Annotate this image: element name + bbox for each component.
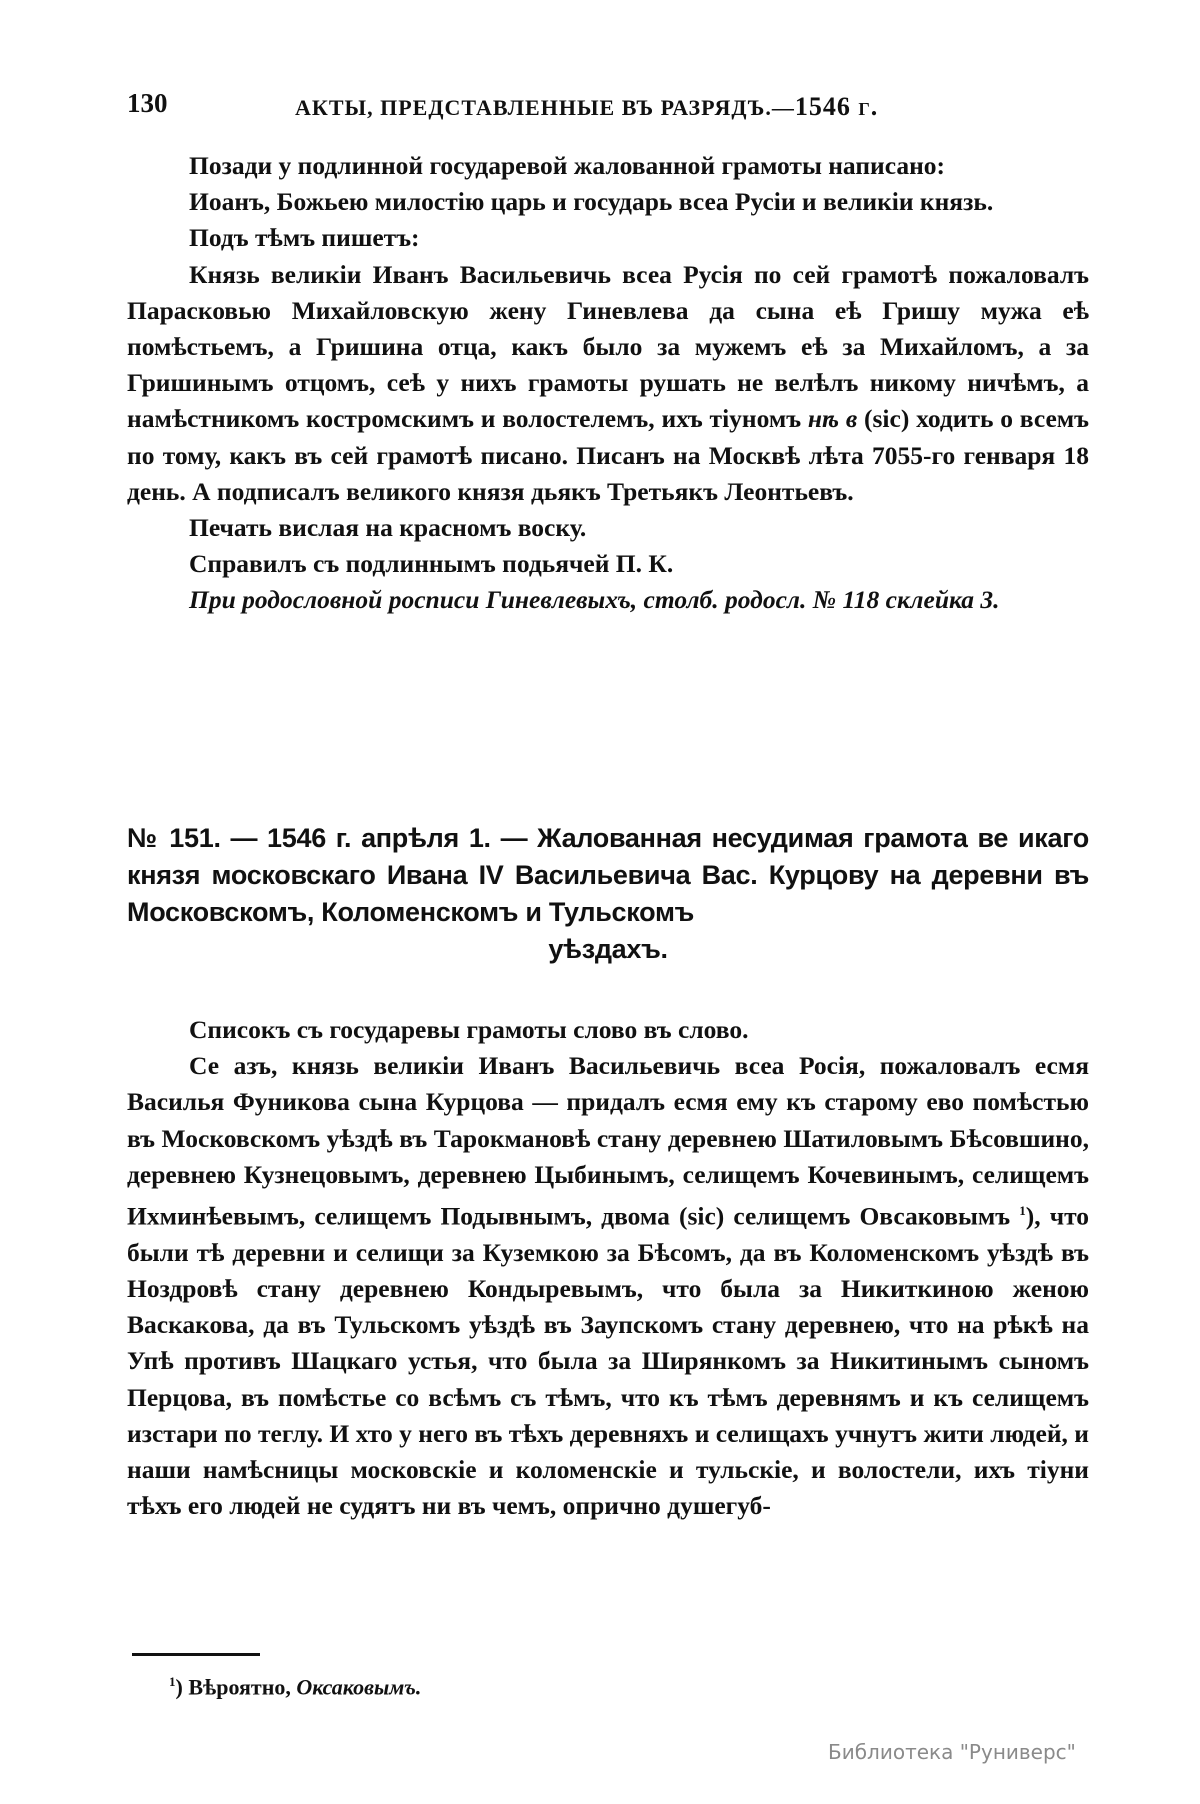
confirmation-text: Князь великіи Иванъ Васильевичь всеа Русія по сей грамотѣ пожаловалъ Парасковью Михайловскую жену Гиневлева да сына еѣ Гришу мужа еѣ помѣстьемъ, а Гришина отца, какъ было за мужемъ еѣ за Михайломъ, а за Гришинымъ отцомъ, сеѣ у нихъ грамоты рушать не велѣлъ никому ничѣмъ, а намѣстникомъ костромскимъ и волостелемъ, ихъ тіуномъ: [127, 259, 1089, 434]
running-head: [127, 88, 1089, 122]
paragraph-under-it: Подъ тѣмъ пишетъ:: [189, 223, 420, 253]
running-title: [295, 92, 878, 122]
document-151-heading: [127, 820, 1089, 968]
page-number: 130: [127, 88, 168, 118]
charter-text-tail: ), что были тѣ деревни и селищи за Куземкою за Бѣсомъ, да въ Коломенскомъ уѣздѣ въ Ноздровѣ стану деревнею Кондыревымъ, что была за Никиткиною женою Васкакова, да въ Тульскомъ уѣздѣ въ Заупскомъ стану деревнею, что на рѣкѣ на Упѣ противъ Шацкаго устья, что была за Ширянкомъ за Никитинымъ сыномъ Перцова, въ помѣстье со всѣмъ съ тѣмъ, что къ тѣмъ деревнямъ и къ селищемъ изстари по теглу. И хто у него въ тѣхъ деревняхъ и селищахъ учнутъ жити людей, и наши намѣсницы московскіе и коломенскіе и тульскіе, и волостели, ихъ тіуни тѣхъ его людей не судятъ ни въ чемъ, опрично душегуб-: [127, 1201, 1090, 1521]
footnote-divider: [132, 1653, 260, 1656]
confirmation-tail: (sic) ходить о всемъ по тому, какъ въ сей грамотѣ писано. Писанъ на Москвѣ лѣта 7055-го генваря 18 день. А подписалъ великого князя дьякъ Третьякъ Леонтьевъ.: [127, 404, 1090, 506]
paragraph-copy-note: Списокъ съ государевы грамоты слово въ слово.: [189, 1015, 749, 1044]
paragraph-charter-text: [127, 1048, 1089, 1524]
footnote: [169, 1674, 421, 1700]
paragraph-archival-source: При родословной росписи Гиневлевыхъ, столб. родосл. № 118 склейка 3.: [189, 585, 1000, 615]
document-title: № 151. — 1546 г. апрѣля 1. — Жалованная несудимая грамота ве икаго князя московскаго Ивана IV Васильевича Вас. Курцову на деревни въ Московскомъ, Коломенскомъ и Тульскомъ: [127, 823, 1089, 927]
library-watermark: Библиотека "Руниверс": [828, 1740, 1076, 1764]
paragraph-verified: Справилъ съ подлиннымъ подьячей П. К.: [189, 549, 674, 579]
running-title-text: АКТЫ, ПРЕДСТАВЛЕННЫЕ ВЪ РАЗРЯДЪ.—: [295, 95, 795, 120]
footnote-reference[interactable]: 1: [1019, 1203, 1026, 1219]
confirmation-italic: нѣ в: [807, 404, 858, 434]
paragraph-tsar-title: Иоанъ, Божьею милостію царь и государь всеа Русіи и великіи князь.: [189, 187, 994, 217]
running-title-year: 1546 г.: [794, 92, 879, 121]
paragraph-confirmation: [127, 257, 1089, 510]
paragraph-verso-note: Позади у подлинной государевой жалованной грамоты написано:: [189, 151, 946, 180]
document-151-body: [127, 1012, 1089, 1524]
footnote-italic: Оксаковымъ.: [296, 1674, 422, 1700]
footnote-marker: 1: [169, 1674, 176, 1689]
document-150-ending: [127, 148, 1089, 619]
charter-text: Се азъ, князь великіи Иванъ Васильевичь всеа Росія, пожаловалъ есмя Василья Фуникова сына Курцова — придалъ есмя ему къ старому ево помѣстью въ Московскомъ уѣздѣ въ Тарокмановѣ стану деревнею Шатиловымъ Бѣсовшино, деревнею Кузнецовымъ, деревнею Цыбинымъ, селищемъ Кочевинымъ, селищемъ Ихминѣевымъ, селищемъ Подывнымъ, двома (sic) селищемъ Овсаковымъ: [127, 1051, 1089, 1231]
footnote-text: ) Вѣроятно,: [175, 1674, 297, 1700]
paragraph-seal: Печать вислая на красномъ воску.: [189, 513, 587, 543]
document-title-last-line: уѣздахъ.: [548, 934, 668, 964]
